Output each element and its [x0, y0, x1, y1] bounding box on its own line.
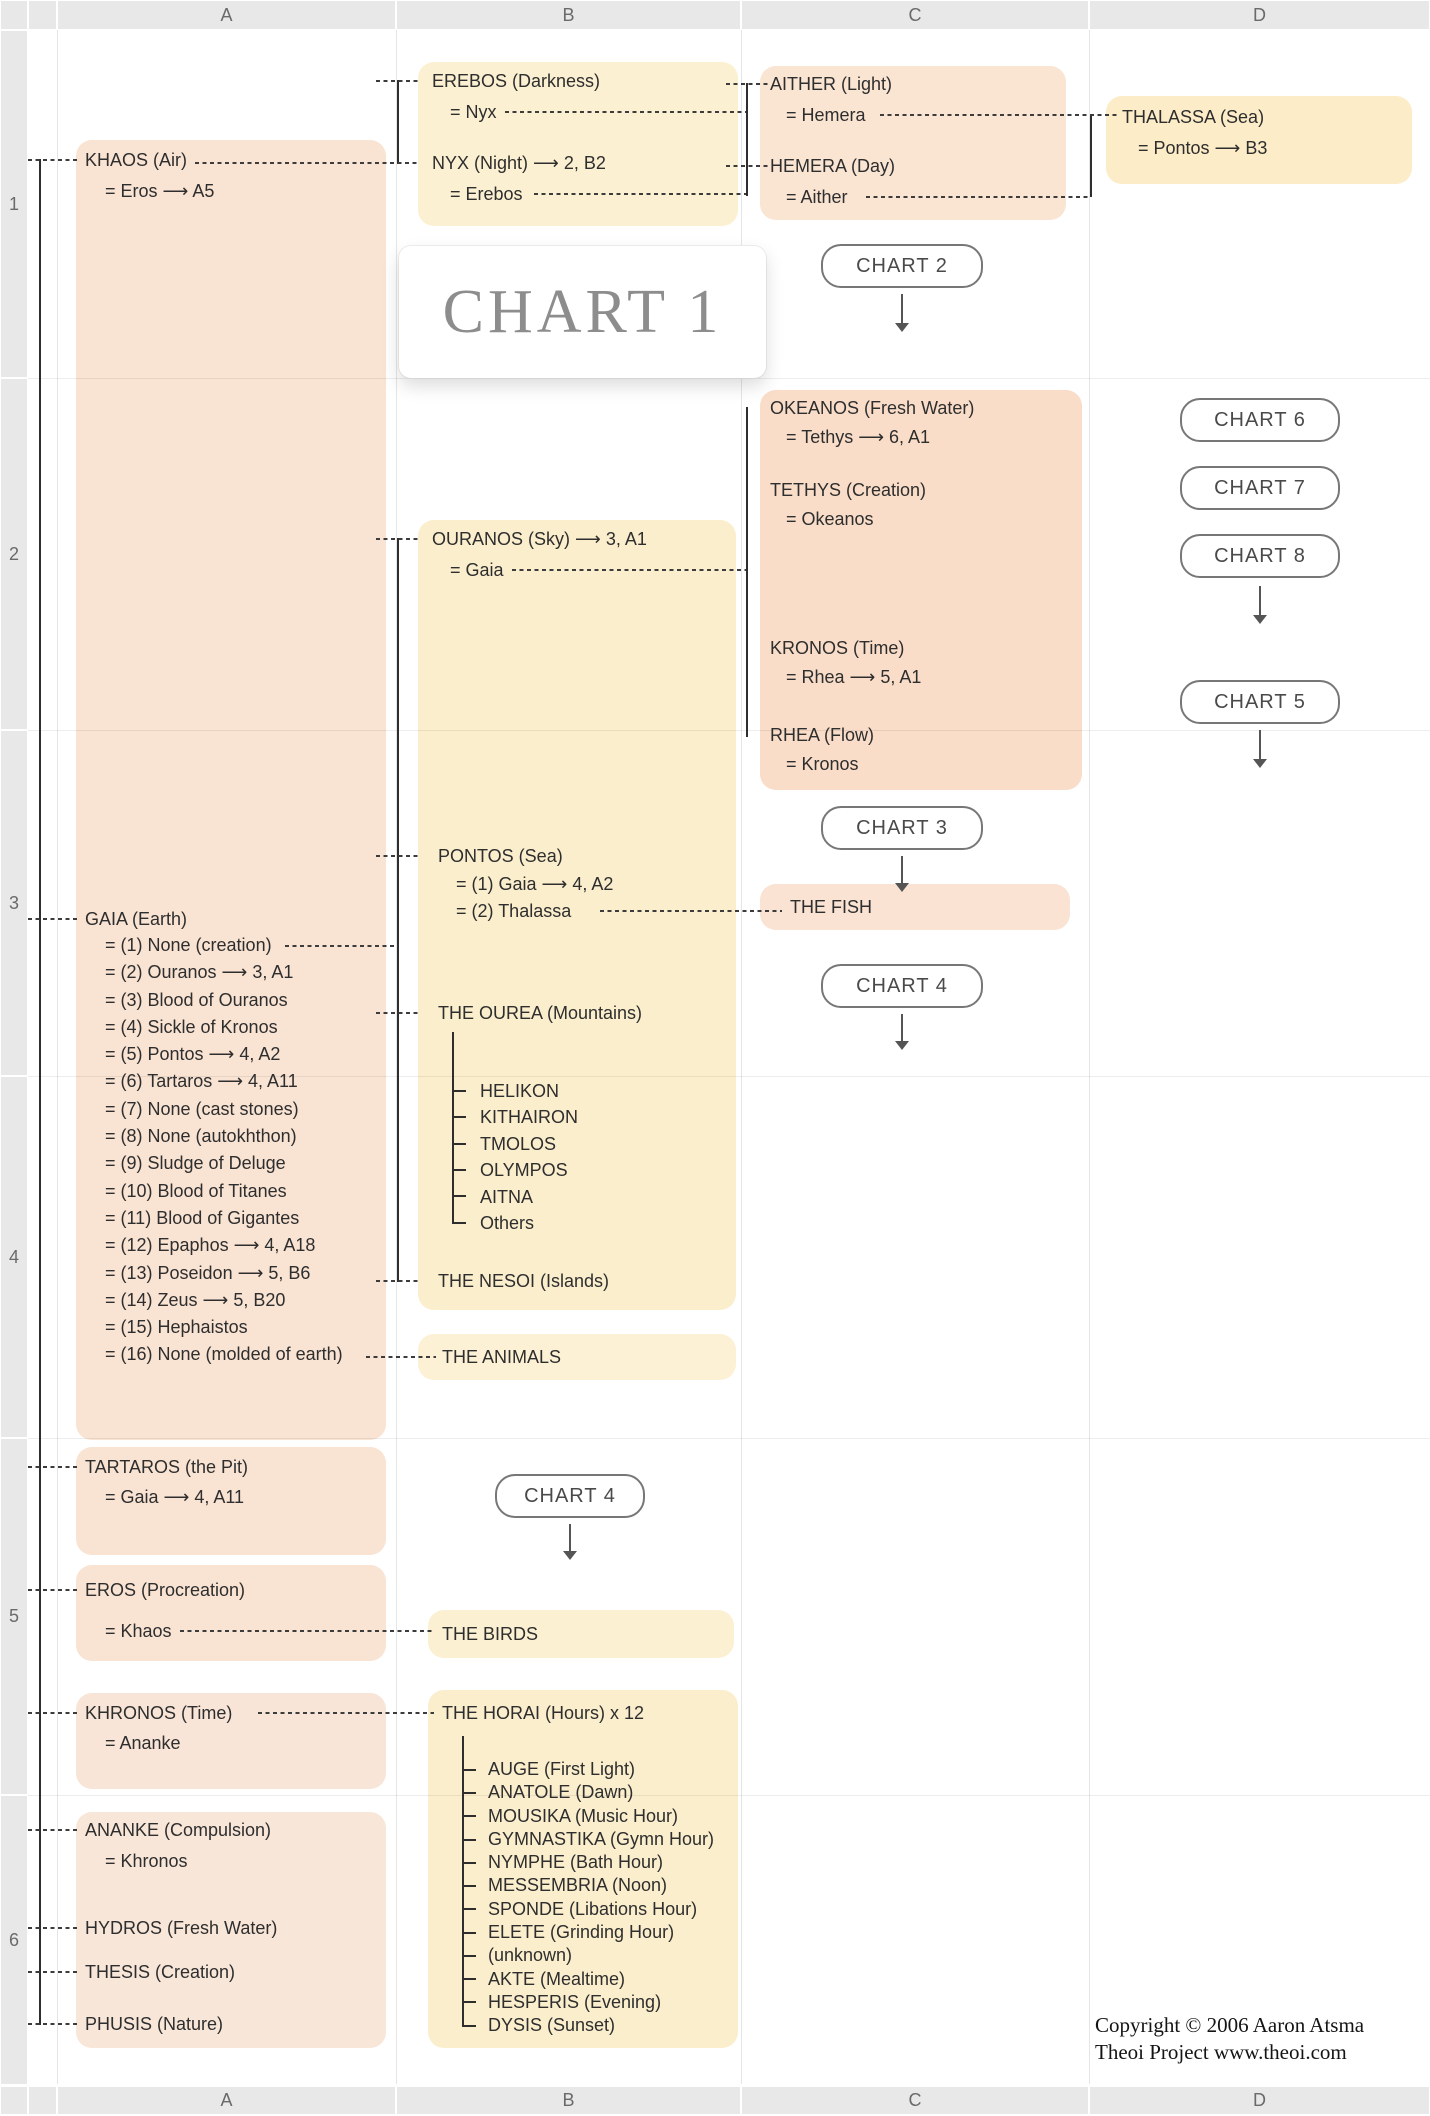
marriage-hemera-aither [866, 196, 1090, 198]
chart4-button-b[interactable]: CHART 4 [495, 1474, 645, 1518]
node-kronos-spouse: = Rhea ⟶ 5, A1 [786, 667, 922, 687]
row-header-5: 5 [1, 1439, 27, 1794]
stub-aither [726, 83, 768, 85]
node-okeanos-spouse: = Tethys ⟶ 6, A1 [786, 427, 931, 447]
row-header-2: 2 [1, 379, 27, 729]
down-arrow [1252, 730, 1268, 768]
node-pontos-title: PONTOS (Sea) [438, 846, 563, 866]
node-eros-spouse: = Khaos [105, 1621, 172, 1641]
col-header-a: A [58, 1, 395, 29]
col-footer-b: B [397, 2087, 740, 2114]
row-header-1: 1 [1, 31, 27, 377]
stub-khaos [28, 159, 80, 161]
descent-trunk-line [39, 159, 41, 2025]
child-tick [452, 1195, 466, 1197]
node-eros-title: EROS (Procreation) [85, 1580, 246, 1600]
descent-line-aither-children [1090, 114, 1092, 197]
marriage-eros-khaos-birds [180, 1630, 434, 1632]
node-tethys-spouse: = Okeanos [786, 509, 874, 529]
node-birds-title: THE BIRDS [442, 1624, 539, 1644]
chart3-button[interactable]: CHART 3 [821, 806, 983, 850]
row-header-3: 3 [1, 731, 27, 1075]
node-khaos-spouse: = Eros ⟶ A5 [105, 181, 215, 201]
child-tick [452, 1169, 466, 1171]
marriage-pontos-thalassa-fish [600, 910, 782, 912]
descent-line-khaos-children [397, 80, 399, 164]
stub-gaia [28, 918, 80, 920]
corner-cell-bottom [1, 2087, 27, 2114]
descent-line-horai-children [462, 1736, 464, 2027]
child-tick [452, 1143, 466, 1145]
node-pontos-spouse1: = (1) Gaia ⟶ 4, A2 [456, 874, 614, 894]
child-tick [452, 1222, 466, 1224]
descent-line-ouranos-children [746, 407, 748, 737]
stub-thesis [28, 1971, 80, 1973]
node-khronos-title: KHRONOS (Time) [85, 1703, 233, 1723]
col-header-d: D [1090, 1, 1429, 29]
node-hydros-title: HYDROS (Fresh Water) [85, 1918, 278, 1938]
child-tick [452, 1090, 466, 1092]
chart4-button-c[interactable]: CHART 4 [821, 964, 983, 1008]
node-nyx-title: NYX (Night) ⟶ 2, B2 [432, 153, 606, 173]
node-rhea-spouse: = Kronos [786, 754, 859, 774]
stub-erebos [376, 80, 420, 82]
gridline [28, 378, 1430, 379]
node-ourea-title: THE OUREA (Mountains) [438, 1003, 643, 1023]
col-header-c: C [742, 1, 1088, 29]
child-tick [462, 1792, 476, 1794]
node-tartaros-title: TARTAROS (the Pit) [85, 1457, 249, 1477]
child-tick [462, 1885, 476, 1887]
node-phusis-title: PHUSIS (Nature) [85, 2014, 224, 2034]
row-header-4: 4 [1, 1077, 27, 1437]
child-tick [462, 1955, 476, 1957]
marriage-gaia-animals [366, 1356, 436, 1358]
gridline [1089, 30, 1090, 2084]
node-ouranos-title: OURANOS (Sky) ⟶ 3, A1 [432, 529, 647, 549]
down-arrow [894, 856, 910, 892]
descent-line-gaia-children [397, 538, 399, 1282]
child-tick [462, 2001, 476, 2003]
descent-line-nyx-children [746, 83, 748, 196]
node-erebos-title: EREBOS (Darkness) [432, 71, 601, 91]
node-horai-title: THE HORAI (Hours) x 12 [442, 1703, 645, 1723]
gridline [28, 1795, 1430, 1796]
node-hemera-title: HEMERA (Day) [770, 156, 896, 176]
chart5-button[interactable]: CHART 5 [1180, 680, 1340, 724]
node-aither-spouse: = Hemera [786, 105, 866, 125]
copyright-line1: Copyright © 2006 Aaron Atsma [1095, 2013, 1365, 2037]
child-tick [462, 1862, 476, 1864]
stub-nesoi [376, 1280, 420, 1282]
node-ananke-title: ANANKE (Compulsion) [85, 1820, 272, 1840]
corner-cell [1, 1, 27, 29]
node-animals-title: THE ANIMALS [442, 1347, 562, 1367]
col-header-b: B [397, 1, 740, 29]
node-pontos-spouse2: = (2) Thalassa [456, 901, 572, 921]
stub-hydros [28, 1927, 80, 1929]
chart7-button[interactable]: CHART 7 [1180, 466, 1340, 510]
child-tick [452, 1116, 466, 1118]
child-tick [462, 2025, 476, 2027]
node-thalassa-spouse: = Pontos ⟶ B3 [1138, 138, 1268, 158]
marriage-aither-hemera-thalassa [880, 114, 1120, 116]
stub-tartaros [28, 1466, 80, 1468]
node-aither-title: AITHER (Light) [770, 74, 893, 94]
node-ourea-children: HELIKON KITHAIRON TMOLOS OLYMPOS AITNA Others [480, 1081, 579, 1234]
stub-pontos [376, 855, 420, 857]
node-tartaros-spouse: = Gaia ⟶ 4, A11 [105, 1487, 245, 1507]
child-tick [462, 1839, 476, 1841]
node-hemera-spouse: = Aither [786, 187, 848, 207]
down-arrow [562, 1524, 578, 1560]
col-footer-c: C [742, 2087, 1088, 2114]
node-khronos-spouse: = Ananke [105, 1733, 181, 1753]
child-tick [462, 1978, 476, 1980]
node-ananke-spouse: = Khronos [105, 1851, 188, 1871]
child-tick [462, 1815, 476, 1817]
chart2-button[interactable]: CHART 2 [821, 244, 983, 288]
node-gaia-title: GAIA (Earth) [85, 909, 188, 929]
chart8-button[interactable]: CHART 8 [1180, 534, 1340, 578]
node-ouranos-spouse: = Gaia [450, 560, 504, 580]
child-tick [462, 1908, 476, 1910]
node-fish-title: THE FISH [790, 897, 873, 917]
stub-ananke [28, 1829, 80, 1831]
row-header-6: 6 [1, 1796, 27, 2084]
narrow-col-header [29, 1, 56, 29]
node-thalassa-title: THALASSA (Sea) [1122, 107, 1265, 127]
stub-ourea [376, 1012, 420, 1014]
gridline [28, 1438, 1430, 1439]
marriage-erebos-nyx [505, 111, 746, 113]
child-tick [462, 1769, 476, 1771]
col-footer-d: D [1090, 2087, 1429, 2114]
stub-phusis [28, 2023, 80, 2025]
gridline [57, 30, 58, 2084]
copyright-notice [1095, 2012, 1364, 2066]
down-arrow [1252, 586, 1268, 624]
stub-hemera [726, 165, 768, 167]
node-tethys-title: TETHYS (Creation) [770, 480, 927, 500]
marriage-nyx-erebos [534, 193, 746, 195]
col-footer-a: A [58, 2087, 395, 2114]
node-thesis-title: THESIS (Creation) [85, 1962, 236, 1982]
chart-title-plate: CHART 1 [399, 246, 766, 378]
child-tick [462, 1932, 476, 1934]
node-khaos-title: KHAOS (Air) [85, 150, 188, 170]
node-kronos-title: KRONOS (Time) [770, 638, 905, 658]
node-rhea-title: RHEA (Flow) [770, 725, 875, 745]
copyright-line2: Theoi Project www.theoi.com [1095, 2040, 1347, 2064]
marriage-khronos-horai [258, 1712, 434, 1714]
node-nesoi-title: THE NESOI (Islands) [438, 1271, 610, 1291]
stub-ouranos [376, 538, 420, 540]
stub-eros [28, 1589, 80, 1591]
marriage-ouranos-gaia [512, 569, 746, 571]
node-okeanos-title: OKEANOS (Fresh Water) [770, 398, 975, 418]
narrow-col-footer [29, 2087, 56, 2114]
gridline [28, 730, 1430, 731]
marriage-khaos-nyx [195, 162, 420, 164]
down-arrow [894, 1014, 910, 1050]
down-arrow [894, 294, 910, 332]
node-nyx-spouse: = Erebos [450, 184, 523, 204]
stub-khronos [28, 1712, 80, 1714]
node-gaia-spouse-list: = (1) None (creation) = (2) Ouranos ⟶ 3, A1 = (3) Blood of Ouranos = (4) Sickle of Kronos = (5) Pontos ⟶ 4, A2 = (6) Tartaros ⟶ 4, A11 = (7) None (cast stones) = (8) None (autokhthon) = (9) Sludge of Deluge = (10) Blood of Titanes = (11) Blood of Gigantes = (12) Epaphos ⟶ 4, A18 = (13) Poseidon ⟶ 5, B6 = (14) Zeus ⟶ 5, B20 = (15) Hephaistos = (16) None (molded of earth) [105, 935, 343, 1365]
chart6-button[interactable]: CHART 6 [1180, 398, 1340, 442]
node-horai-children: AUGE (First Light) ANATOLE (Dawn) MOUSIKA (Music Hour) GYMNASTIKA (Gymn Hour) NYMPHE (Bath Hour) MESSEMBRIA (Noon) SPONDE (Libations Hour) ELETE (Grinding Hour) (unknown) AKTE (Mealtime) HESPERIS (Evening) DYSIS (Sunset) [488, 1759, 715, 2036]
node-erebos-spouse: = Nyx [450, 102, 497, 122]
